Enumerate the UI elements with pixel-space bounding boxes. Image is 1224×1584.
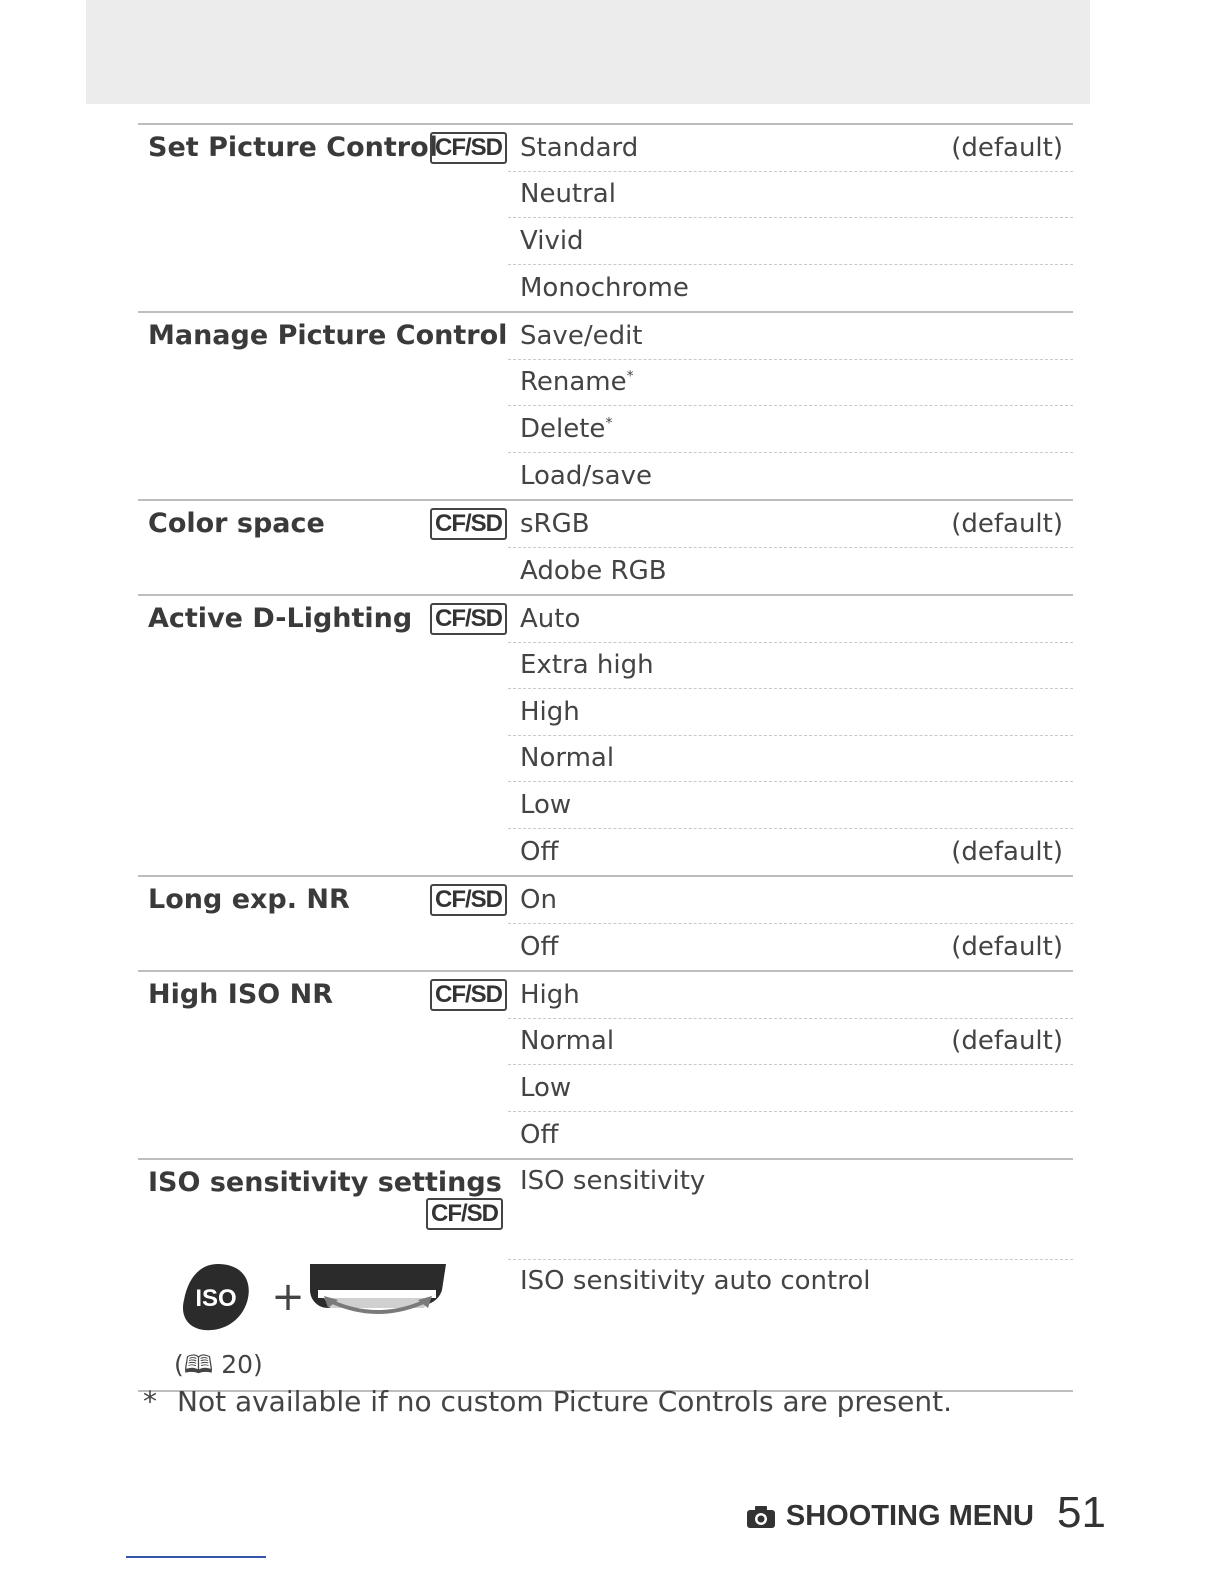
menu-item-cell bbox=[138, 877, 508, 970]
option-label: ISO sensitivity bbox=[520, 1166, 706, 1196]
options-list bbox=[508, 972, 1073, 1158]
footnote-marker: * bbox=[143, 1385, 157, 1418]
options-list bbox=[508, 877, 1073, 970]
option-row bbox=[508, 313, 1073, 360]
option-row bbox=[508, 1260, 1073, 1390]
default-note: (default) bbox=[951, 132, 1063, 163]
option-label: Off bbox=[520, 836, 559, 867]
option-label: Monochrome bbox=[520, 272, 689, 303]
option-label: Adobe RGB bbox=[520, 555, 667, 586]
cf-sd-badge: CF/SD bbox=[430, 979, 507, 1011]
menu-item-name: Active D-Lighting bbox=[148, 603, 413, 634]
option-row bbox=[508, 829, 1073, 876]
cf-sd-badge: CF/SD bbox=[430, 603, 507, 635]
option-row bbox=[508, 172, 1073, 219]
footnote-text: Not available if no custom Picture Controls are present. bbox=[177, 1385, 952, 1418]
book-icon: 🕮 bbox=[183, 1350, 214, 1379]
menu-section bbox=[138, 313, 1073, 501]
option-row bbox=[508, 1160, 1073, 1260]
cf-sd-badge: CF/SD bbox=[430, 884, 507, 916]
option-row bbox=[508, 1019, 1073, 1066]
option-row bbox=[508, 782, 1073, 829]
menu-section bbox=[138, 596, 1073, 877]
menu-item-cell bbox=[138, 501, 508, 594]
option-label: Auto bbox=[520, 603, 581, 634]
option-row bbox=[508, 877, 1073, 924]
default-note: (default) bbox=[951, 1026, 1063, 1057]
page-reference: (🕮 20) bbox=[174, 1350, 263, 1379]
menu-section bbox=[138, 972, 1073, 1160]
option-label: Off bbox=[520, 931, 559, 962]
cf-sd-badge: CF/SD bbox=[426, 1198, 503, 1230]
option-label: On bbox=[520, 884, 557, 915]
option-label: Delete bbox=[520, 413, 606, 444]
option-row bbox=[508, 736, 1073, 783]
option-row bbox=[508, 972, 1073, 1019]
menu-item-name: ISO sensitivity settings bbox=[148, 1167, 502, 1198]
options-list bbox=[508, 125, 1073, 311]
cf-sd-badge: CF/SD bbox=[430, 132, 507, 164]
option-label: Save/edit bbox=[520, 320, 643, 351]
option-label: High bbox=[520, 696, 580, 727]
footnote-marker: * bbox=[626, 368, 634, 385]
option-row bbox=[508, 218, 1073, 265]
bottom-rule bbox=[126, 1556, 266, 1558]
menu-item-cell bbox=[138, 313, 508, 499]
option-row bbox=[508, 596, 1073, 643]
options-list bbox=[508, 313, 1073, 499]
option-row bbox=[508, 643, 1073, 690]
page-ref-number: 20 bbox=[221, 1350, 254, 1379]
menu-section bbox=[138, 125, 1073, 313]
option-row bbox=[508, 360, 1073, 407]
option-label: High bbox=[520, 979, 580, 1010]
option-row bbox=[508, 689, 1073, 736]
iso-button-dial-graphic bbox=[178, 1260, 448, 1340]
options-list bbox=[508, 501, 1073, 594]
iso-button-label: ISO bbox=[195, 1285, 237, 1312]
menu-item-cell bbox=[138, 596, 508, 875]
section-footer bbox=[746, 1500, 1034, 1533]
option-label: Low bbox=[520, 1072, 572, 1103]
option-row bbox=[508, 406, 1073, 453]
option-row bbox=[508, 125, 1073, 172]
iso-button-icon bbox=[183, 1264, 249, 1330]
default-note: (default) bbox=[951, 508, 1063, 539]
menu-table bbox=[138, 123, 1073, 1392]
footnote-marker: * bbox=[605, 415, 613, 432]
option-row bbox=[508, 924, 1073, 971]
option-row bbox=[508, 453, 1073, 500]
page-number: 51 bbox=[1057, 1488, 1106, 1537]
command-dial-icon bbox=[310, 1264, 446, 1312]
menu-item-name: Set Picture Control bbox=[148, 132, 438, 163]
option-label: sRGB bbox=[520, 508, 590, 539]
menu-item-name: Long exp. NR bbox=[148, 884, 350, 915]
menu-section bbox=[138, 877, 1073, 972]
menu-item-name: Manage Picture Control bbox=[148, 320, 508, 351]
option-label: Off bbox=[520, 1119, 559, 1150]
option-row bbox=[508, 265, 1073, 312]
cf-sd-badge: CF/SD bbox=[430, 508, 507, 540]
header-band bbox=[86, 0, 1090, 104]
menu-item-name: Color space bbox=[148, 508, 325, 539]
option-label: ISO sensitivity auto control bbox=[520, 1266, 871, 1296]
menu-item-cell bbox=[138, 125, 508, 311]
menu-section bbox=[138, 1160, 1073, 1392]
option-label: Load/save bbox=[520, 460, 652, 491]
option-label: Standard bbox=[520, 132, 639, 163]
section-label: SHOOTING MENU bbox=[785, 1500, 1034, 1532]
option-label: Normal bbox=[520, 1026, 615, 1057]
option-label: Normal bbox=[520, 743, 615, 774]
options-list bbox=[508, 1160, 1073, 1390]
default-note: (default) bbox=[951, 836, 1063, 867]
camera-icon bbox=[746, 1505, 776, 1529]
menu-item-cell bbox=[138, 1160, 508, 1390]
menu-item-name: High ISO NR bbox=[148, 979, 334, 1010]
default-note: (default) bbox=[951, 931, 1063, 962]
options-list bbox=[508, 596, 1073, 875]
plus-sign: + bbox=[271, 1274, 305, 1320]
option-label: Low bbox=[520, 789, 572, 820]
option-row bbox=[508, 1112, 1073, 1159]
footnote bbox=[143, 1385, 952, 1418]
option-label: Neutral bbox=[520, 179, 616, 210]
menu-section bbox=[138, 501, 1073, 596]
option-row bbox=[508, 548, 1073, 595]
option-label: Rename bbox=[520, 367, 627, 398]
option-label: Vivid bbox=[520, 225, 584, 256]
option-row bbox=[508, 501, 1073, 548]
option-label: Extra high bbox=[520, 650, 654, 681]
option-row bbox=[508, 1065, 1073, 1112]
menu-item-cell bbox=[138, 972, 508, 1158]
